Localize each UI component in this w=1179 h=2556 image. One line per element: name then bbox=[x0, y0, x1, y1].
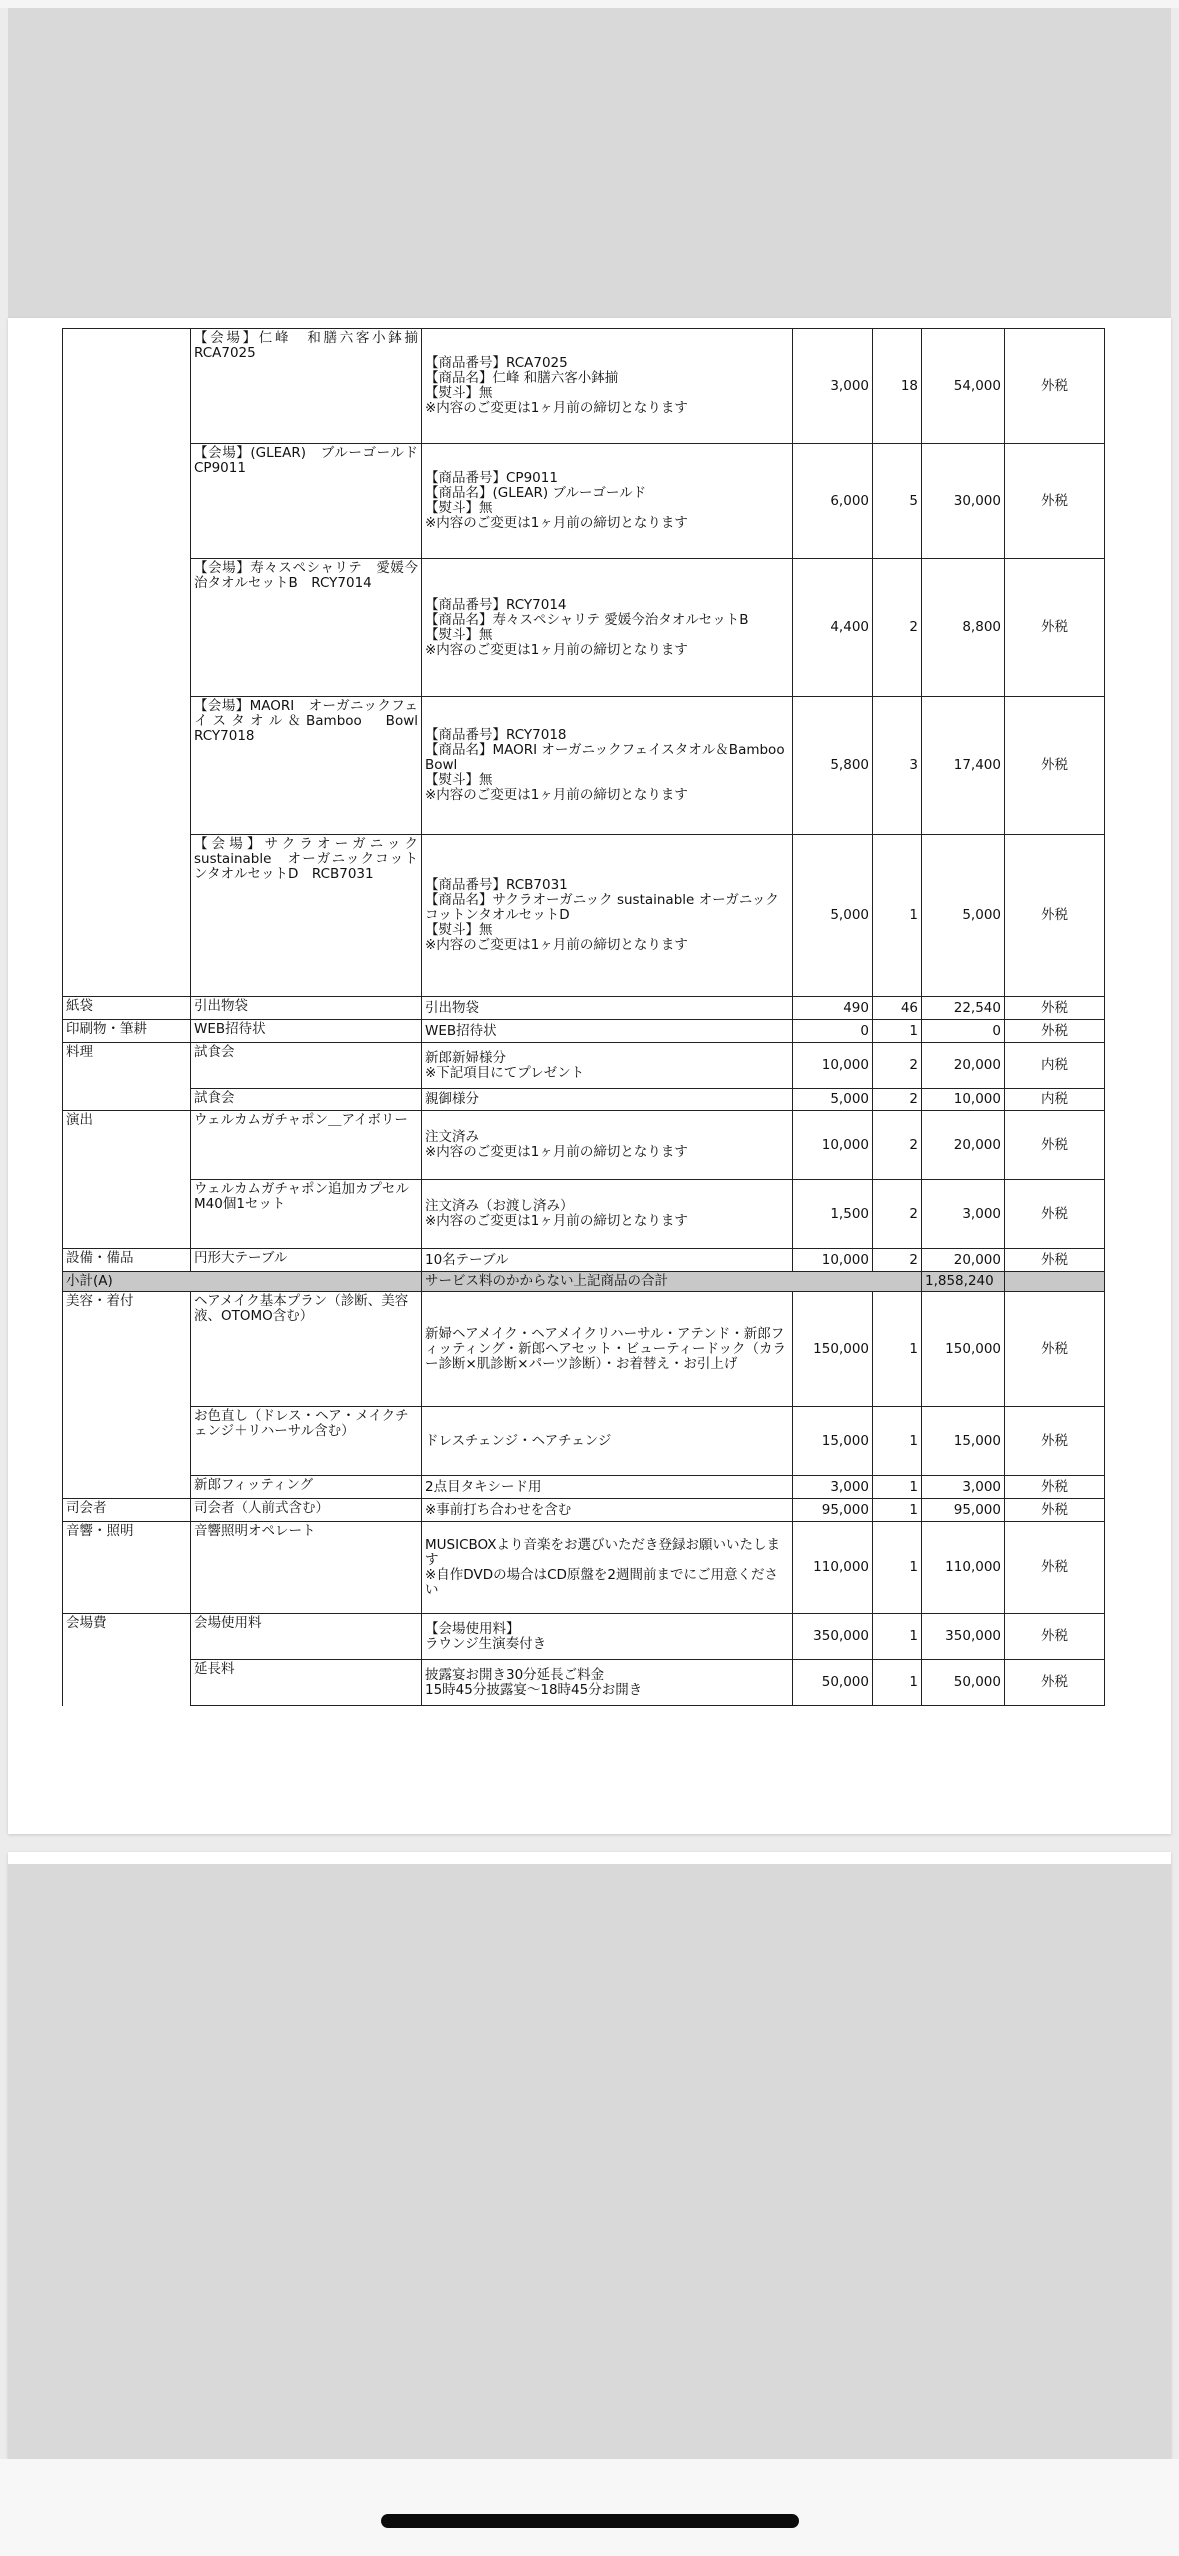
item-spec: 披露宴お開き30分延長ご料金 15時45分披露宴～18時45分お開き bbox=[422, 1660, 793, 1706]
item-name: WEB招待状 bbox=[191, 1020, 422, 1043]
category-cell: 紙袋 bbox=[63, 997, 191, 1020]
subtotal-amount: 1,858,240 bbox=[922, 1272, 1005, 1292]
amount: 3,000 bbox=[922, 1180, 1005, 1249]
amount: 30,000 bbox=[922, 444, 1005, 559]
quantity: 2 bbox=[873, 1111, 922, 1180]
item-name: ウェルカムガチャポン追加カプセルM40個1セット bbox=[191, 1180, 422, 1249]
item-name: 新郎フィッティング bbox=[191, 1476, 422, 1499]
item-name: ヘアメイク基本プラン（診断、美容液、OTOMO含む） bbox=[191, 1292, 422, 1407]
quantity: 2 bbox=[873, 1089, 922, 1111]
tax-type: 外税 bbox=[1005, 1499, 1105, 1522]
quantity: 2 bbox=[873, 559, 922, 697]
amount: 110,000 bbox=[922, 1522, 1005, 1614]
item-spec: 【商品番号】RCY7018 【商品名】MAORI オーガニックフェイスタオル＆Bamboo Bowl 【熨斗】無 ※内容のご変更は1ヶ月前の締切となります bbox=[422, 697, 793, 835]
amount: 5,000 bbox=[922, 835, 1005, 997]
tax-type: 外税 bbox=[1005, 1180, 1105, 1249]
category-cell bbox=[63, 329, 191, 997]
quantity: 2 bbox=[873, 1249, 922, 1272]
subtotal-note: サービス料のかからない上記商品の合計 bbox=[422, 1272, 922, 1292]
unit-price: 1,500 bbox=[793, 1180, 873, 1249]
item-spec: 新婦ヘアメイク・ヘアメイクリハーサル・アテンド・新郎フィッティング・新郎ヘアセット・ビューティードック（カラー診断×肌診断×パーツ診断）・お着替え・お引上げ bbox=[422, 1292, 793, 1407]
unit-price: 10,000 bbox=[793, 1249, 873, 1272]
unit-price: 3,000 bbox=[793, 1476, 873, 1499]
table-row bbox=[63, 697, 1105, 835]
amount: 15,000 bbox=[922, 1407, 1005, 1476]
subtotal-tax bbox=[1005, 1272, 1105, 1292]
item-name: 司会者（人前式含む） bbox=[191, 1499, 422, 1522]
item-spec: 【商品番号】RCY7014 【商品名】寿々スペシャリテ 愛媛今治タオルセットB 【熨斗】無 ※内容のご変更は1ヶ月前の締切となります bbox=[422, 559, 793, 697]
tax-type: 外税 bbox=[1005, 1249, 1105, 1272]
tax-type: 外税 bbox=[1005, 559, 1105, 697]
previous-page-blank bbox=[8, 8, 1171, 318]
tax-type: 外税 bbox=[1005, 444, 1105, 559]
tax-type: 外税 bbox=[1005, 329, 1105, 444]
unit-price: 10,000 bbox=[793, 1043, 873, 1089]
item-name: 【会場】サクラオーガニック sustainable オーガニックコットンタオルセットD RCB7031 bbox=[191, 835, 422, 997]
unit-price: 4,400 bbox=[793, 559, 873, 697]
table-row bbox=[63, 444, 1105, 559]
table-row bbox=[63, 1660, 1105, 1706]
tax-type: 外税 bbox=[1005, 1292, 1105, 1407]
unit-price: 110,000 bbox=[793, 1522, 873, 1614]
item-spec: 親御様分 bbox=[422, 1089, 793, 1111]
amount: 150,000 bbox=[922, 1292, 1005, 1407]
table-row bbox=[63, 1522, 1105, 1614]
table-row bbox=[63, 1020, 1105, 1043]
tax-type: 外税 bbox=[1005, 1407, 1105, 1476]
table-row bbox=[63, 1089, 1105, 1111]
quantity: 1 bbox=[873, 1476, 922, 1499]
table-row bbox=[63, 329, 1105, 444]
category-cell: 印刷物・筆耕 bbox=[63, 1020, 191, 1043]
amount: 54,000 bbox=[922, 329, 1005, 444]
item-name: ウェルカムガチャポン＿アイボリー bbox=[191, 1111, 422, 1180]
item-spec: ※事前打ち合わせを含む bbox=[422, 1499, 793, 1522]
unit-price: 5,000 bbox=[793, 835, 873, 997]
quantity: 2 bbox=[873, 1180, 922, 1249]
item-spec: 新郎新婦様分 ※下記項目にてプレゼント bbox=[422, 1043, 793, 1089]
table-row bbox=[63, 1614, 1105, 1660]
quote-table bbox=[62, 328, 1105, 1706]
item-spec: MUSICBOXより音楽をお選びいただき登録お願いいたします ※自作DVDの場合はCD原盤を2週間前までにご用意ください bbox=[422, 1522, 793, 1614]
amount: 22,540 bbox=[922, 997, 1005, 1020]
tax-type: 内税 bbox=[1005, 1043, 1105, 1089]
item-name: お色直し（ドレス・ヘア・メイクチェンジ＋リハーサル含む） bbox=[191, 1407, 422, 1476]
item-spec: 【商品番号】CP9011 【商品名】(GLEAR) ブルーゴールド 【熨斗】無 ※内容のご変更は1ヶ月前の締切となります bbox=[422, 444, 793, 559]
unit-price: 15,000 bbox=[793, 1407, 873, 1476]
unit-price: 350,000 bbox=[793, 1614, 873, 1660]
quantity: 2 bbox=[873, 1043, 922, 1089]
document-page bbox=[8, 318, 1171, 1834]
unit-price: 10,000 bbox=[793, 1111, 873, 1180]
unit-price: 5,000 bbox=[793, 1089, 873, 1111]
amount: 8,800 bbox=[922, 559, 1005, 697]
quantity: 46 bbox=[873, 997, 922, 1020]
category-cell: 設備・備品 bbox=[63, 1249, 191, 1272]
item-spec: 注文済み（お渡し済み） ※内容のご変更は1ヶ月前の締切となります bbox=[422, 1180, 793, 1249]
category-cell: 料理 bbox=[63, 1043, 191, 1111]
amount: 350,000 bbox=[922, 1614, 1005, 1660]
category-cell: 会場費 bbox=[63, 1614, 191, 1706]
quantity: 1 bbox=[873, 1614, 922, 1660]
quantity: 1 bbox=[873, 1020, 922, 1043]
item-spec: ドレスチェンジ・ヘアチェンジ bbox=[422, 1407, 793, 1476]
tax-type: 外税 bbox=[1005, 697, 1105, 835]
amount: 10,000 bbox=[922, 1089, 1005, 1111]
item-spec: 注文済み ※内容のご変更は1ヶ月前の締切となります bbox=[422, 1111, 793, 1180]
quantity: 1 bbox=[873, 1292, 922, 1407]
unit-price: 490 bbox=[793, 997, 873, 1020]
unit-price: 50,000 bbox=[793, 1660, 873, 1706]
quantity: 1 bbox=[873, 835, 922, 997]
tax-type: 外税 bbox=[1005, 1614, 1105, 1660]
quantity: 1 bbox=[873, 1407, 922, 1476]
unit-price: 6,000 bbox=[793, 444, 873, 559]
quantity: 3 bbox=[873, 697, 922, 835]
tax-type: 外税 bbox=[1005, 1660, 1105, 1706]
tax-type: 外税 bbox=[1005, 835, 1105, 997]
amount: 20,000 bbox=[922, 1249, 1005, 1272]
item-name: 延長料 bbox=[191, 1660, 422, 1706]
table-row bbox=[63, 1043, 1105, 1089]
unit-price: 0 bbox=[793, 1020, 873, 1043]
amount: 3,000 bbox=[922, 1476, 1005, 1499]
item-name: 試食会 bbox=[191, 1089, 422, 1111]
category-cell: 美容・着付 bbox=[63, 1292, 191, 1499]
table-row bbox=[63, 997, 1105, 1020]
category-cell: 演出 bbox=[63, 1111, 191, 1249]
tax-type: 外税 bbox=[1005, 997, 1105, 1020]
table-row bbox=[63, 1476, 1105, 1499]
item-name: 【会場】寿々スペシャリテ 愛媛今治タオルセットB RCY7014 bbox=[191, 559, 422, 697]
item-name: 音響照明オペレート bbox=[191, 1522, 422, 1614]
amount: 0 bbox=[922, 1020, 1005, 1043]
viewer-top-bar bbox=[0, 0, 1179, 8]
item-spec: 引出物袋 bbox=[422, 997, 793, 1020]
next-page-blank bbox=[8, 1864, 1171, 2459]
unit-price: 150,000 bbox=[793, 1292, 873, 1407]
item-spec: 【会場使用料】 ラウンジ生演奏付き bbox=[422, 1614, 793, 1660]
table-row bbox=[63, 1180, 1105, 1249]
tax-type: 外税 bbox=[1005, 1111, 1105, 1180]
item-spec: 10名テーブル bbox=[422, 1249, 793, 1272]
amount: 20,000 bbox=[922, 1043, 1005, 1089]
table-row bbox=[63, 1249, 1105, 1272]
unit-price: 95,000 bbox=[793, 1499, 873, 1522]
item-name: 引出物袋 bbox=[191, 997, 422, 1020]
quantity: 1 bbox=[873, 1660, 922, 1706]
home-indicator-area bbox=[0, 2459, 1179, 2556]
item-name: 円形大テーブル bbox=[191, 1249, 422, 1272]
tax-type: 外税 bbox=[1005, 1476, 1105, 1499]
item-name: 【会場】仁峰 和膳六客小鉢揃 RCA7025 bbox=[191, 329, 422, 444]
amount: 20,000 bbox=[922, 1111, 1005, 1180]
item-name: 試食会 bbox=[191, 1043, 422, 1089]
subtotal-label: 小計(A) bbox=[63, 1272, 422, 1292]
amount: 50,000 bbox=[922, 1660, 1005, 1706]
table-row bbox=[63, 1292, 1105, 1407]
item-name: 会場使用料 bbox=[191, 1614, 422, 1660]
amount: 95,000 bbox=[922, 1499, 1005, 1522]
quantity: 1 bbox=[873, 1499, 922, 1522]
quantity: 18 bbox=[873, 329, 922, 444]
tax-type: 内税 bbox=[1005, 1089, 1105, 1111]
amount: 17,400 bbox=[922, 697, 1005, 835]
table-row bbox=[63, 835, 1105, 997]
item-spec: 【商品番号】RCB7031 【商品名】サクラオーガニック sustainable オーガニックコットンタオルセットD 【熨斗】無 ※内容のご変更は1ヶ月前の締切となります bbox=[422, 835, 793, 997]
item-spec: WEB招待状 bbox=[422, 1020, 793, 1043]
next-page bbox=[8, 1852, 1171, 2459]
tax-type: 外税 bbox=[1005, 1522, 1105, 1614]
item-spec: 【商品番号】RCA7025 【商品名】仁峰 和膳六客小鉢揃 【熨斗】無 ※内容のご変更は1ヶ月前の締切となります bbox=[422, 329, 793, 444]
home-indicator[interactable] bbox=[381, 2514, 799, 2528]
table-row bbox=[63, 1407, 1105, 1476]
category-cell: 司会者 bbox=[63, 1499, 191, 1522]
table-row bbox=[63, 1499, 1105, 1522]
table-row bbox=[63, 559, 1105, 697]
table-row bbox=[63, 1111, 1105, 1180]
item-name: 【会場】MAORI オーガニックフェイスタオル＆Bamboo Bowl RCY7018 bbox=[191, 697, 422, 835]
subtotal-row bbox=[63, 1272, 1105, 1292]
unit-price: 5,800 bbox=[793, 697, 873, 835]
quantity: 5 bbox=[873, 444, 922, 559]
unit-price: 3,000 bbox=[793, 329, 873, 444]
item-spec: 2点目タキシード用 bbox=[422, 1476, 793, 1499]
tax-type: 外税 bbox=[1005, 1020, 1105, 1043]
quantity: 1 bbox=[873, 1522, 922, 1614]
category-cell: 音響・照明 bbox=[63, 1522, 191, 1614]
item-name: 【会場】(GLEAR) ブルーゴールド CP9011 bbox=[191, 444, 422, 559]
